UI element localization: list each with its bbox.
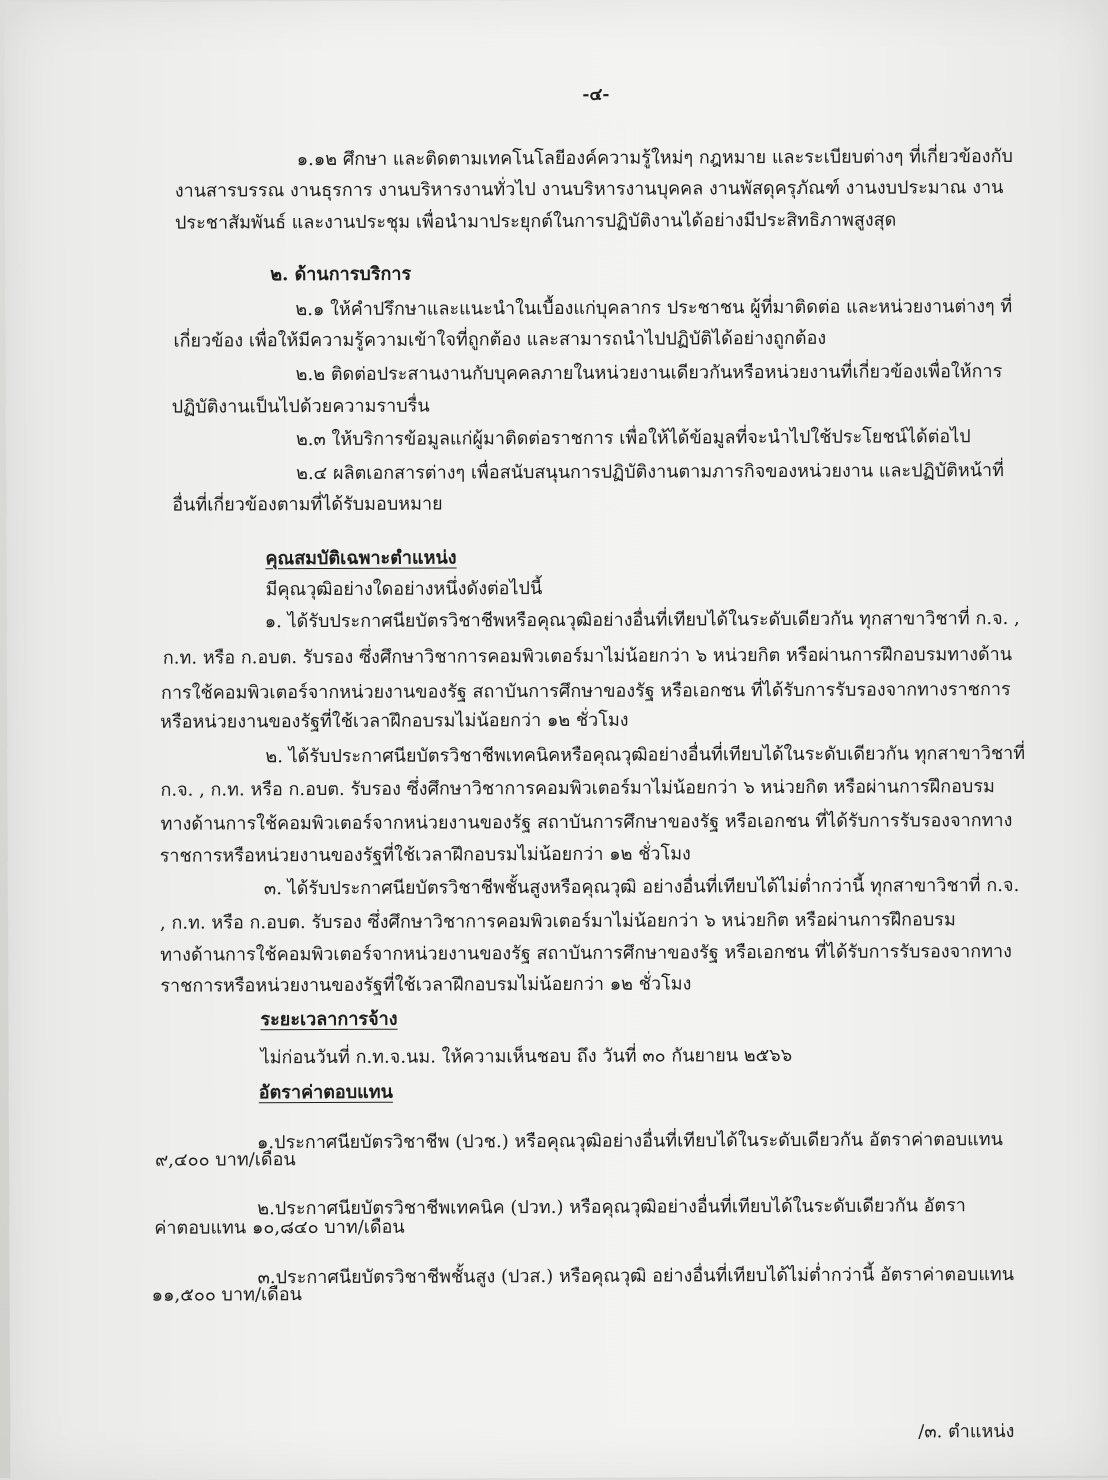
text-line: ไม่ก่อนวันที่ ก.ท.จ.นม. ให้ความเห็นชอบ ถึง วันที่ ๓๐ กันยายน ๒๕๖๖ bbox=[260, 1044, 793, 1069]
text-line: , ก.ท. หรือ ก.อบต. รับรอง ซึ่งศึกษาวิชาการคอมพิวเตอร์มาไม่น้อยกว่า ๖ หน่วยกิต หรือผ่านการฝึกอบรม bbox=[159, 909, 956, 934]
text-line: ทางด้านการใช้คอมพิวเตอร์จากหน่วยงานของรัฐ สถาบันการศึกษาของรัฐ หรือเอกชน ที่ได้รับการรับรองจากทาง bbox=[160, 810, 1013, 835]
text-line: ก.จ. , ก.ท. หรือ ก.อบต. รับรอง ซึ่งศึกษาวิชาการคอมพิวเตอร์มาไม่น้อยกว่า ๖ หน่วยกิต หรือผ่านการฝึกอบรม bbox=[160, 776, 995, 801]
text-line: ๒.๒ ติดต่อประสานงานกับบุคคลภายในหน่วยงานเดียวกันหรือหน่วยงานที่เกี่ยวข้องเพื่อให้การ bbox=[295, 361, 1003, 386]
text-line: ทางด้านการใช้คอมพิวเตอร์จากหน่วยงานของรัฐ สถาบันการศึกษาของรัฐ หรือเอกชน ที่ได้รับการรับรองจากทาง bbox=[160, 941, 1012, 966]
text-line: ราชการหรือหน่วยงานของรัฐที่ใช้เวลาฝึกอบรมไม่น้อยกว่า ๑๒ ชั่วโมง bbox=[159, 843, 691, 867]
text-line: อื่นที่เกี่ยวข้องตามที่ได้รับมอบหมาย bbox=[172, 493, 443, 516]
text-line: ๒.ประกาศนียบัตรวิชาชีพเทคนิค (ปวท.) หรือคุณวุฒิอย่างอื่นที่เทียบได้ในระดับเดียวกัน อัตรา bbox=[257, 1195, 966, 1220]
text-line: ราชการหรือหน่วยงานของรัฐที่ใช้เวลาฝึกอบรมไม่น้อยกว่า ๑๒ ชั่วโมง bbox=[160, 973, 692, 997]
text-line: ๒. ได้รับประกาศนียบัตรวิชาชีพเทคนิคหรือคุณวุฒิอย่างอื่นที่เทียบได้ในระดับเดียวกัน ทุกสาขาวิชาที่ bbox=[265, 742, 1026, 768]
text-line: ปฏิบัติงานเป็นไปด้วยความราบรื่น bbox=[171, 395, 430, 418]
text-line: ๑.๑๒ ศึกษา และติดตามเทคโนโลยีองค์ความรู้ใหม่ๆ กฎหมาย และระเบียบต่างๆ ที่เกี่ยวข้องกับ bbox=[296, 146, 1013, 171]
document-page bbox=[4, 0, 1108, 1480]
text-line: งานสารบรรณ งานธุรการ งานบริหารงานทั่วไป งานบริหารงานบุคคล งานพัสดุครุภัณฑ์ งานงบประมาณ งาน bbox=[174, 177, 1004, 202]
section-heading-compensation: อัตราค่าตอบแทน bbox=[258, 1081, 393, 1104]
section-heading-qualifications: คุณสมบัติเฉพาะตำแหน่ง bbox=[265, 547, 457, 570]
text-line: ๒.๔ ผลิตเอกสารต่างๆ เพื่อสนับสนุนการปฏิบัติงานตามภารกิจของหน่วยงาน และปฏิบัติหน้าที่ bbox=[296, 460, 1005, 485]
text-line: หรือหน่วยงานของรัฐที่ใช้เวลาฝึกอบรมไม่น้อยกว่า ๑๒ ชั่วโมง bbox=[160, 709, 629, 733]
page-number: -๔- bbox=[582, 84, 610, 105]
text-line: ๑.ประกาศนียบัตรวิชาชีพ (ปวช.) หรือคุณวุฒิอย่างอื่นที่เทียบได้ในระดับเดียวกัน อัตราค่าตอบแทน bbox=[256, 1129, 1003, 1154]
text-line: เกี่ยวข้อง เพื่อให้มีความรู้ความเข้าใจที่ถูกต้อง และสามารถนำไปปฏิบัติได้อย่างถูกต้อง bbox=[173, 327, 827, 352]
section-heading: ๒. ด้านการบริการ bbox=[270, 263, 412, 286]
text-line: การใช้คอมพิวเตอร์จากหน่วยงานของรัฐ สถาบันการศึกษาของรัฐ หรือเอกชน ที่ได้รับการรับรองจากทางราชการ bbox=[160, 679, 1011, 704]
text-line: ประชาสัมพันธ์ และงานประชุม เพื่อนำมาประยุกต์ในการปฏิบัติงานได้อย่างมีประสิทธิภาพสูงสุด bbox=[174, 209, 897, 234]
text-line: ๑๑,๕๐๐ บาท/เดือน bbox=[151, 1284, 303, 1306]
text-line: ๒.๓ ให้บริการข้อมูลแก่ผู้มาติดต่อราชการ เพื่อให้ได้ข้อมูลที่จะนำไปใช้ประโยชน์ได้ต่อไป bbox=[295, 426, 971, 451]
text-line: มีคุณวุฒิอย่างใดอย่างหนึ่งดังต่อไปนี้ bbox=[265, 578, 543, 601]
text-line: ๓. ได้รับประกาศนียบัตรวิชาชีพชั้นสูงหรือคุณวุฒิ อย่างอื่นที่เทียบได้ไม่ต่ำกว่านี้ ทุกสาขาวิชาที่ ก.จ. bbox=[263, 874, 1020, 900]
section-heading-employment-period: ระยะเวลาการจ้าง bbox=[260, 1008, 398, 1031]
continuation-note: /๓. ตำแหน่ง bbox=[918, 1421, 1015, 1443]
text-line: ก.ท. หรือ ก.อบต. รับรอง ซึ่งศึกษาวิชาการคอมพิวเตอร์มาไม่น้อยกว่า ๖ หน่วยกิต หรือผ่านการฝึกอบรมทางด้าน bbox=[162, 644, 1013, 669]
text-line: ๒.๑ ให้คำปรึกษาและแนะนำในเบื้องแก่บุคลากร ประชาชน ผู้ที่มาติดต่อ และหน่วยงานต่างๆ ที่ bbox=[295, 296, 1013, 321]
text-line: ค่าตอบแทน ๑๐,๘๔๐ บาท/เดือน bbox=[154, 1216, 405, 1239]
text-line: ๓.ประกาศนียบัตรวิชาชีพชั้นสูง (ปวส.) หรือคุณวุฒิ อย่างอื่นที่เทียบได้ไม่ต่ำกว่านี้ อัตราค่าตอบแทน bbox=[257, 1264, 1015, 1289]
text-line: ๙,๔๐๐ บาท/เดือน bbox=[155, 1149, 296, 1171]
text-line: ๑. ได้รับประกาศนียบัตรวิชาชีพหรือคุณวุฒิอย่างอื่นที่เทียบได้ในระดับเดียวกัน ทุกสาขาวิชาที่ ก.จ. , bbox=[264, 607, 1020, 633]
